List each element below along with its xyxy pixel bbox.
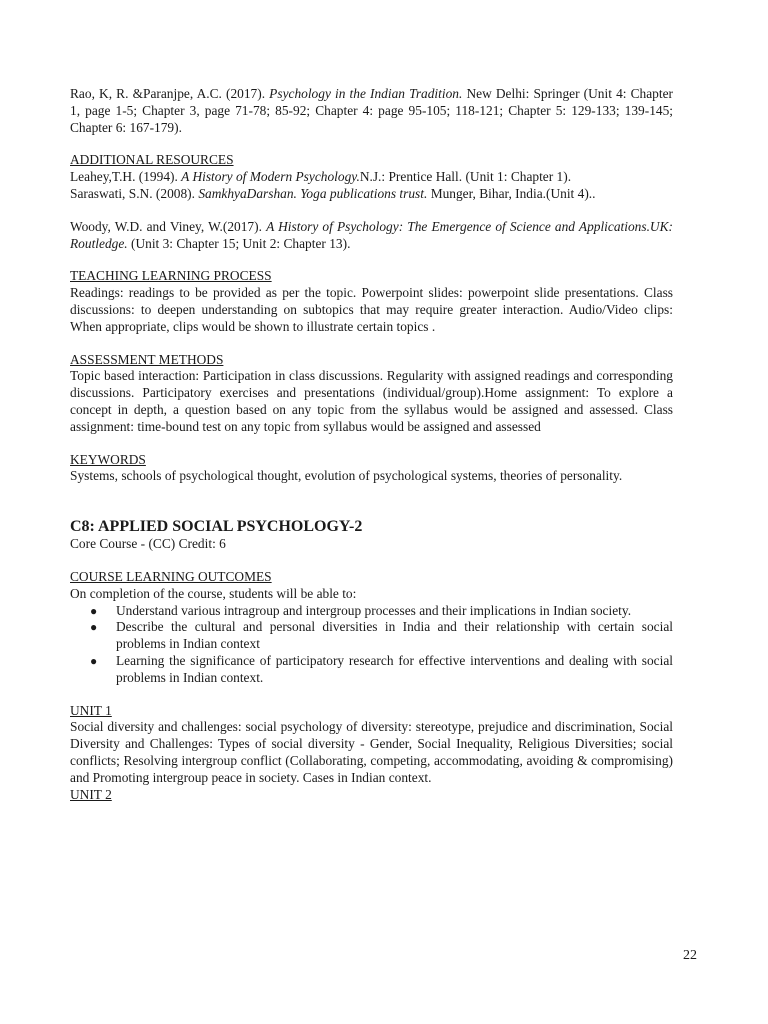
reference-rao-title: Psychology in the Indian Tradition. bbox=[269, 86, 463, 101]
unit1-section bbox=[70, 703, 673, 804]
reference-saraswati-title: SamkhyaDarshan. Yoga publications trust. bbox=[198, 185, 428, 201]
additional-resources-heading: ADDITIONAL RESOURCES bbox=[70, 152, 234, 168]
unit1-heading: UNIT 1 bbox=[70, 702, 112, 718]
page-number: 22 bbox=[683, 948, 697, 963]
outcomes-intro: On completion of the course, students will be able to: bbox=[70, 585, 357, 601]
reference-woody-authors: Woody, W.D. and Viney, W.(2017). bbox=[70, 218, 267, 234]
list-item bbox=[90, 602, 673, 620]
unit1-text: Social diversity and challenges: social psychology of diversity: stereotype, prejudice and discrimination, Social Diversity and Challenges: Types of social diversity - Gender, Social Inequality, Religious Diversities; social conflicts; Resolving intergroup conflict (Collaborating, competing, accommodating, avoiding & compromising) and Promoting intergroup peace in society. Cases in Indian context. bbox=[70, 719, 673, 785]
teaching-learning-heading: TEACHING LEARNING PROCESS bbox=[70, 268, 272, 284]
outcomes-section bbox=[70, 569, 673, 687]
reference-woody bbox=[70, 219, 673, 253]
reference-rao bbox=[70, 86, 673, 136]
reference-leahey-title: A History of Modern Psychology. bbox=[181, 169, 360, 185]
teaching-learning-text: Readings: readings to be provided as per the topic. Powerpoint slides: powerpoint slide presentations. Class discussions: to deepen understanding on subtopics that may require greater interaction. Audio/Video clips: When appropriate, clips would be shown to illustrate certain topics . bbox=[70, 285, 673, 334]
teaching-learning-section bbox=[70, 268, 673, 335]
keywords-section bbox=[70, 452, 673, 486]
list-item bbox=[90, 619, 673, 653]
reference-saraswati bbox=[70, 186, 673, 203]
additional-resources-section bbox=[70, 152, 673, 252]
course-title: C8: APPLIED SOCIAL PSYCHOLOGY-2 bbox=[70, 518, 363, 536]
outcome-text: Understand various intragroup and intergroup processes and their implications in Indian society. bbox=[116, 602, 632, 618]
reference-leahey bbox=[70, 169, 673, 186]
reference-woody-title: A History of Psychology: The Emergence of Science and Applications.UK: Routledge. bbox=[70, 218, 673, 251]
document-page bbox=[70, 86, 673, 803]
reference-leahey-authors: Leahey,T.H. (1994). bbox=[70, 169, 182, 185]
reference-woody-details: (Unit 3: Chapter 15; Unit 2: Chapter 13). bbox=[127, 235, 351, 251]
reference-saraswati-authors: Saraswati, S.N. (2008). bbox=[70, 185, 199, 201]
assessment-text: Topic based interaction: Participation in class discussions. Regularity with assigned readings and corresponding discussions. Participatory exercises and presentations (individual/group).Home assignment: To explore a concept in depth, a question based on any topic from the syllabus would be assigned and assessed. Class assignment: time-bound test on any topic from syllabus would be assigned and assessed bbox=[70, 368, 673, 434]
list-item bbox=[90, 652, 673, 687]
assessment-heading: ASSESSMENT METHODS bbox=[70, 351, 224, 367]
assessment-section bbox=[70, 352, 673, 436]
keywords-text: Systems, schools of psychological thought, evolution of psychological systems, theories of personality. bbox=[70, 468, 623, 484]
reference-saraswati-details: Munger, Bihar, India.(Unit 4).. bbox=[427, 185, 596, 201]
outcome-text: Learning the significance of participatory research for effective interventions and dealing with social problems in Indian context. bbox=[116, 652, 673, 685]
reference-rao-details: New Delhi: Springer (Unit 4: Chapter 1, page 1-5; Chapter 3, page 71-78; 85-92; Chapter 4: page 95-105; 118-121; Chapter 5: 129-133; 139-145; Chapter 6: 167-179). bbox=[70, 86, 673, 135]
course-subtitle: Core Course - (CC) Credit: 6 bbox=[70, 536, 226, 552]
reference-rao-authors: Rao, K, R. &Paranjpe, A.C. (2017). bbox=[70, 86, 270, 101]
outcome-text: Describe the cultural and personal diversities in India and their relationship with certain social problems in Indian context bbox=[116, 619, 673, 652]
unit2-heading: UNIT 2 bbox=[70, 786, 112, 802]
bullet-icon: ● bbox=[90, 603, 98, 618]
outcomes-list bbox=[70, 603, 673, 687]
bullet-icon: ● bbox=[90, 653, 98, 668]
keywords-heading: KEYWORDS bbox=[70, 451, 146, 467]
bullet-icon: ● bbox=[90, 620, 98, 635]
outcomes-heading: COURSE LEARNING OUTCOMES bbox=[70, 568, 272, 584]
reference-leahey-details: N.J.: Prentice Hall. (Unit 1: Chapter 1). bbox=[359, 169, 572, 185]
